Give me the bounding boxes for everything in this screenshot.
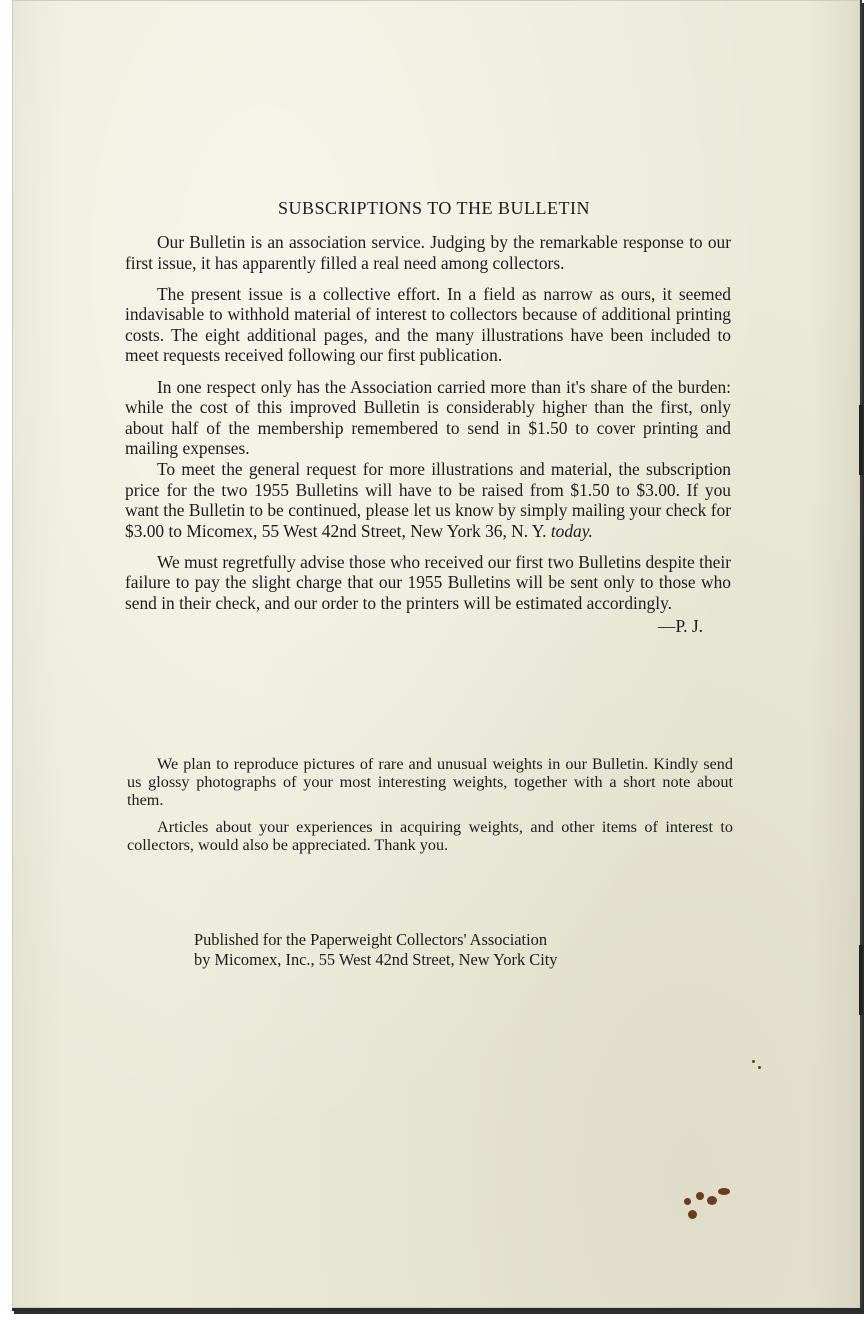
page-title: SUBSCRIPTIONS TO THE BULLETIN	[277, 198, 591, 218]
stain-spot	[707, 1196, 717, 1205]
note-photographs: We plan to reproduce pictures of rare and unusual weights in our Bulletin. Kindly send us glossy photographs of your most interesting weights, together with a short note about them.	[127, 755, 733, 809]
publisher-imprint	[194, 930, 558, 970]
stain-spot	[718, 1188, 730, 1195]
signature: —P. J.	[658, 615, 703, 636]
requests-notes	[127, 756, 733, 865]
stain-spot	[758, 1066, 761, 1069]
stain-spot	[684, 1198, 691, 1205]
subscription-body	[125, 232, 731, 636]
paragraph-regret: We must regretfully advise those who received our first two Bulletins despite their failure to pay the slight charge that our 1955 Bulletins will be sent only to those who send in their check, and our order to the printers will be estimated accordingly.	[125, 551, 731, 613]
bulletin-back-page	[12, 0, 862, 1311]
paragraph-burden: In one respect only has the Association carried more than it's share of the burden: while the cost of this improved Bulletin is considerably higher than the first, only about half of the membership remembered to send in $1.50 to cover printing and mailing expenses.	[125, 376, 731, 459]
publisher-line-2: by Micomex, Inc., 55 West 42nd Street, New York City	[194, 950, 558, 969]
stain-spot	[688, 1210, 697, 1219]
price-increase-text: To meet the general request for more illustrations and material, the subscription price for the two 1955 Bulletins will have to be raised from $1.50 to $3.00. If you want the Bulletin to be continued, please let us know by simply mailing your check for $3.00 to Micomex, 55 West 42nd Street, New York 36, N. Y.	[125, 458, 731, 541]
today-emphasis: today.	[550, 520, 593, 541]
binding-edge-mark	[859, 945, 863, 1015]
stain-spot	[752, 1060, 755, 1063]
paragraph-price-increase	[125, 459, 731, 541]
paragraph-intro: Our Bulletin is an association service. Judging by the remarkable response to our first issue, it has apparently filled a real need among collectors.	[125, 232, 731, 273]
paragraph-collective-effort: The present issue is a collective effort. In a field as narrow as ours, it seemed indavisable to withhold material of interest to collectors because of additional printing costs. The eight additional pages, and the many illustrations have been included to meet requests received following our first publication.	[125, 283, 731, 366]
publisher-line-1: Published for the Paperweight Collectors' Association	[194, 930, 548, 949]
stain-spot	[696, 1192, 704, 1200]
binding-edge-mark	[859, 405, 863, 475]
note-articles: Articles about your experiences in acquiring weights, and other items of interest to collectors, would also be appreciated. Thank you.	[127, 818, 733, 855]
